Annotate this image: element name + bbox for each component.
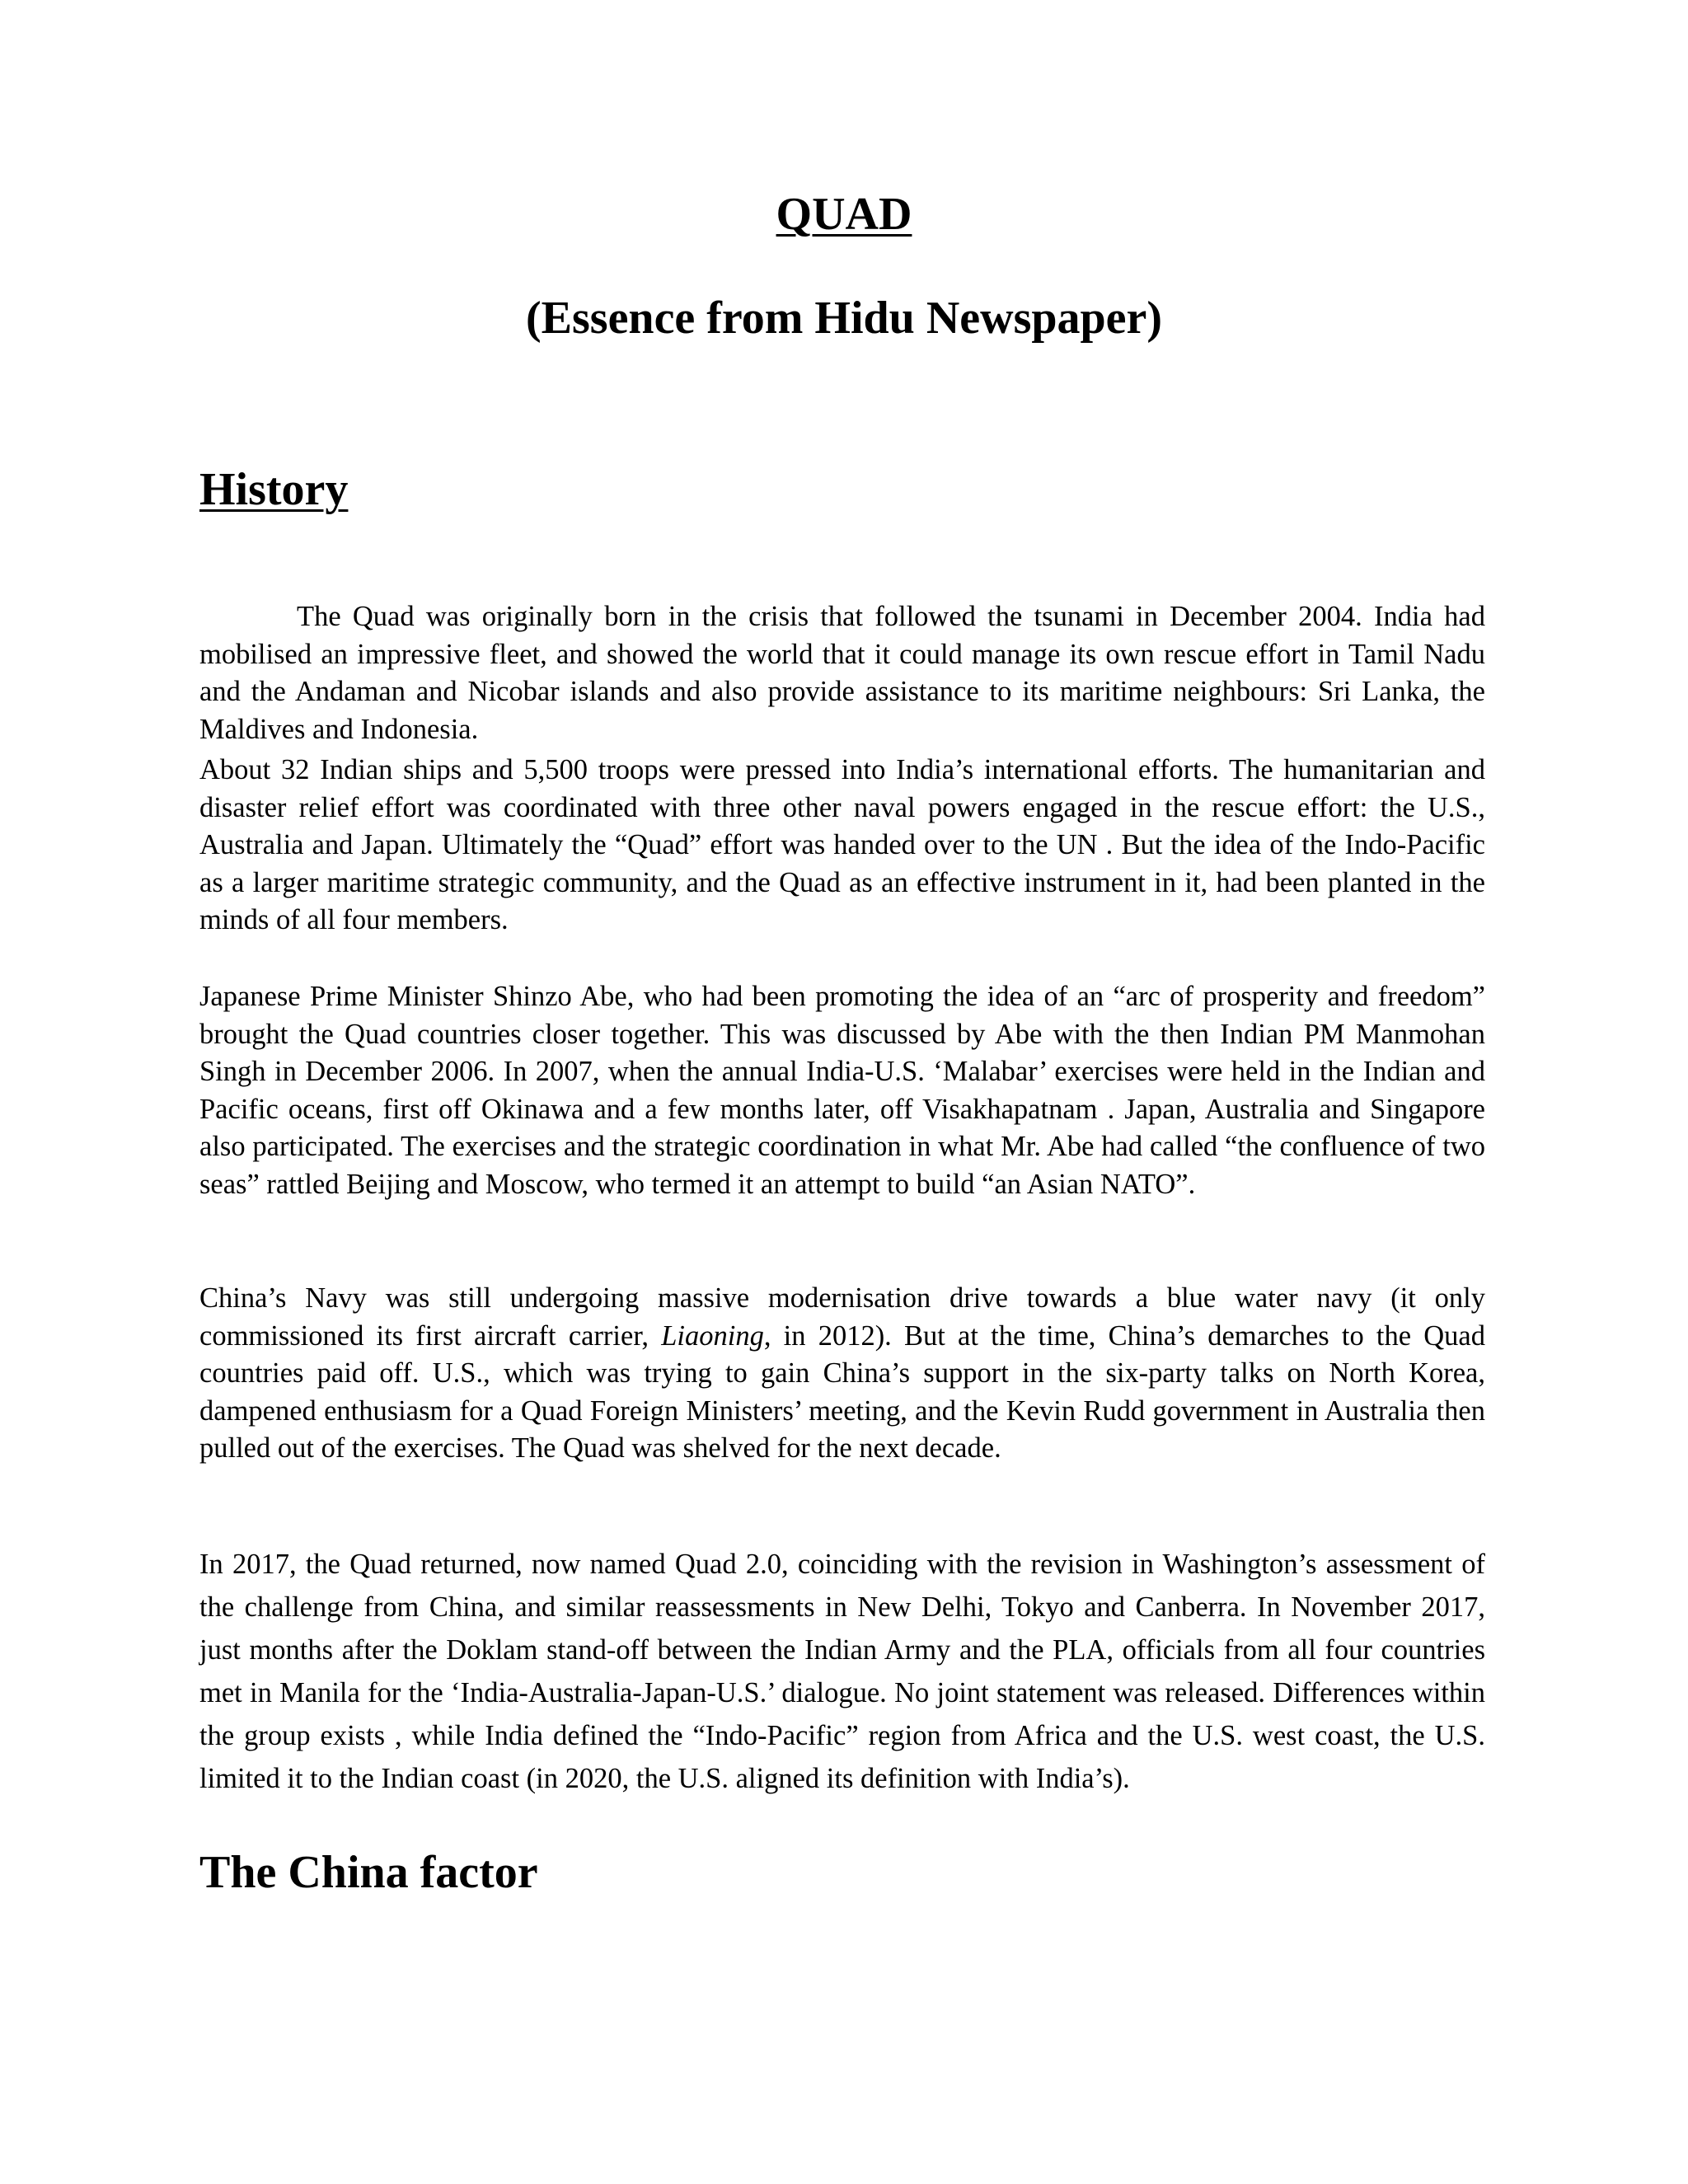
history-paragraph-1: The Quad was originally born in the crisis that followed the tsunami in December 2004. India had mobilised an impressive fleet, and showed the world that it could manage its own rescue effort in Tamil Nadu and the Andaman and Nicobar islands and also provide assistance to its maritime neighbours: Sri Lanka, the Maldives and Indonesia. xyxy=(199,601,1485,745)
history-paragraph-2: About 32 Indian ships and 5,500 troops were pressed into India’s international efforts. The humanitarian and disaster relief effort was coordinated with three other naval powers engaged in the rescue effort: the U.S., Australia and Japan. Ultimately the “Quad” effort was handed over to the UN . But the idea of the Indo-Pacific as a larger maritime strategic community, and the Quad as an effective instrument in it, had been planted in the minds of all four members. xyxy=(199,754,1485,935)
history-paragraph-5: In 2017, the Quad returned, now named Quad 2.0, coinciding with the revision in Washington’s assessment of the challenge from China, and similar reassessments in New Delhi, Tokyo and Canberra. In November 2017, just months after the Doklam stand-off between the Indian Army and the PLA, officials from all four countries met in Manila for the ‘India-Australia-Japan-U.S.’ dialogue. No joint statement was released. Differences within the group exists , while India defined the “Indo-Pacific” region from Africa and the U.S. west coast, the U.S. limited it to the Indian coast (in 2020, the U.S. aligned its definition with India’s). xyxy=(199,1549,1485,1794)
section-heading-history: History xyxy=(199,464,349,515)
history-paragraph-3: Japanese Prime Minister Shinzo Abe, who had been promoting the idea of an “arc of prosperity and freedom” brought the Quad countries closer together. This was discussed by Abe with the then Indian PM Manmohan Singh in December 2006. In 2007, when the annual India-U.S. ‘Malabar’ exercises were held in the Indian and Pacific oceans, first off Okinawa and a few months later, off Visakhapatnam . Japan, Australia and Singapore also participated. The exercises and the strategic coordination in what Mr. Abe had called “the confluence of two seas” rattled Beijing and Moscow, who termed it an attempt to build “an Asian NATO”. xyxy=(199,981,1485,1200)
history-paragraph-4-text-after: , in 2012). But at the time, China’s demarches to the Quad countries paid off. U.S., which was trying to gain China’s support in the six-party talks on North Korea, dampened enthusiasm for a Quad Foreign Ministers’ meeting, and the Kevin Rudd government in Australia then pulled out of the exercises. The Quad was shelved for the next decade. xyxy=(199,1319,1485,1464)
history-paragraph-4-text-before: China’s Navy was still undergoing massive modernisation drive towards a blue water navy (it only commissioned its first aircraft carrier, xyxy=(199,1282,1485,1352)
ship-name-liaoning: Liaoning xyxy=(661,1319,764,1352)
history-paragraph-4 xyxy=(199,1280,1485,1468)
section-heading-china-factor: The China factor xyxy=(199,1847,538,1898)
document-title: QUAD xyxy=(776,189,912,240)
document-subtitle: (Essence from Hidu Newspaper) xyxy=(525,293,1163,344)
